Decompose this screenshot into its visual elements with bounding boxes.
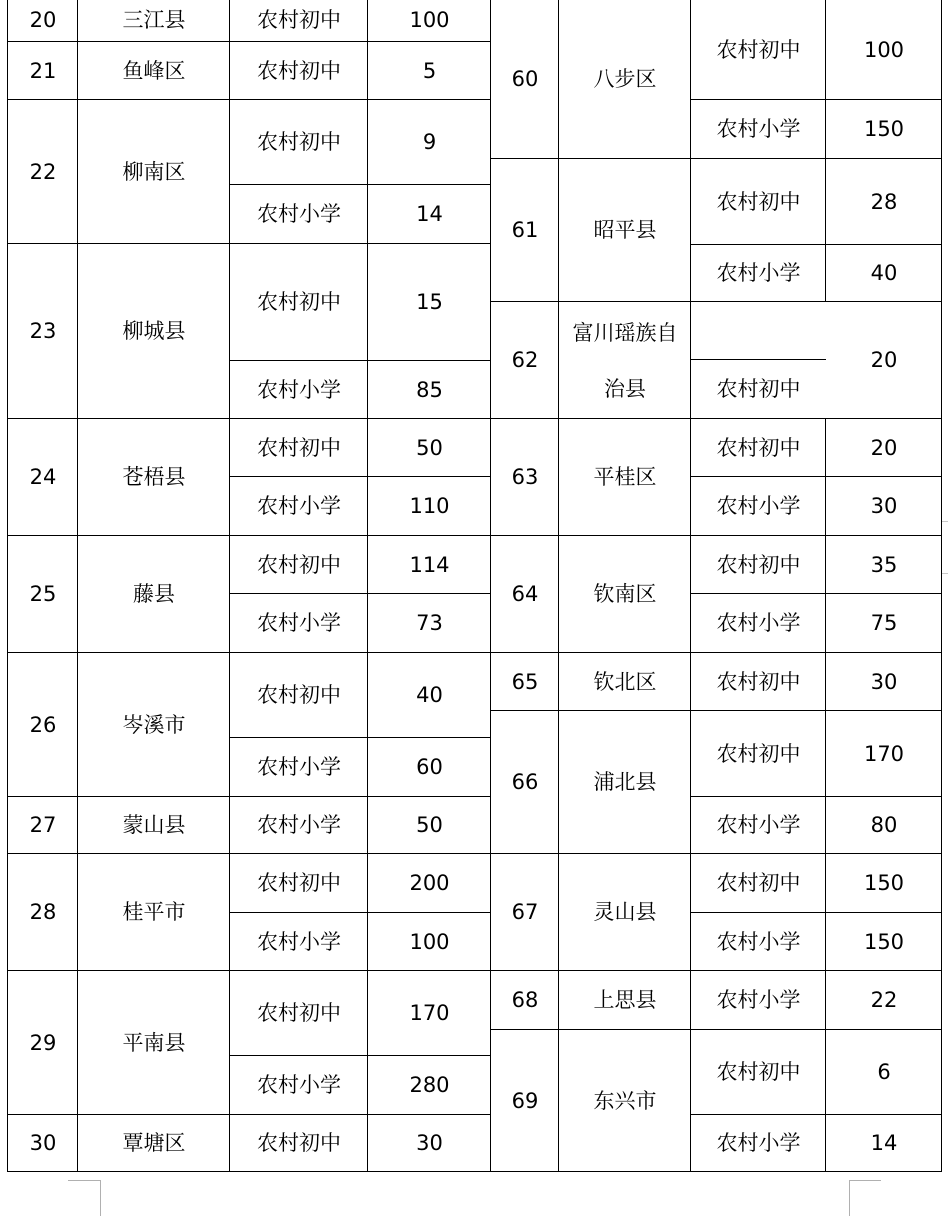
area-name: 八步区 bbox=[593, 67, 657, 91]
grid-line bbox=[690, 593, 942, 594]
school-type: 农村小学 bbox=[716, 813, 801, 837]
count-value: 100 bbox=[409, 8, 450, 32]
grid-line bbox=[7, 1171, 942, 1172]
row-number: 69 bbox=[511, 1088, 539, 1113]
grid-line bbox=[229, 912, 491, 913]
school-type: 农村小学 bbox=[257, 755, 341, 779]
grid-line bbox=[7, 1114, 491, 1115]
margin-corner-mark bbox=[846, 1180, 882, 1216]
area-name: 岑溪市 bbox=[122, 712, 186, 737]
grid-line bbox=[690, 1114, 942, 1115]
area-name: 钦南区 bbox=[593, 582, 657, 606]
row-number: 64 bbox=[511, 582, 539, 606]
count-value: 75 bbox=[870, 611, 898, 635]
area-name: 浦北县 bbox=[593, 770, 657, 794]
area-name: 苍梧县 bbox=[122, 465, 186, 489]
grid-line bbox=[229, 0, 230, 1172]
margin-edge-mark bbox=[942, 573, 948, 574]
grid-line bbox=[77, 0, 78, 1172]
school-type: 农村小学 bbox=[257, 813, 341, 837]
grid-line bbox=[490, 301, 942, 302]
row-number: 23 bbox=[29, 319, 57, 343]
area-name: 柳城县 bbox=[122, 319, 186, 343]
row-number: 20 bbox=[29, 8, 57, 32]
count-value: 20 bbox=[870, 348, 898, 372]
school-type: 农村初中 bbox=[257, 435, 341, 460]
area-name bbox=[559, 302, 691, 419]
count-value: 20 bbox=[870, 435, 898, 460]
grid-line bbox=[690, 476, 942, 477]
area-name: 三江县 bbox=[122, 8, 186, 32]
count-value: 80 bbox=[870, 813, 898, 837]
school-type: 农村初中 bbox=[257, 1131, 341, 1155]
school-type: 农村初中 bbox=[257, 58, 341, 83]
grid-line bbox=[229, 593, 491, 594]
row-number: 24 bbox=[29, 465, 57, 489]
school-type: 农村小学 bbox=[716, 117, 801, 141]
area-name: 蒙山县 bbox=[122, 813, 186, 837]
school-type: 农村小学 bbox=[716, 494, 801, 518]
count-value: 30 bbox=[870, 494, 898, 518]
grid-line bbox=[7, 41, 491, 42]
count-value: 85 bbox=[416, 377, 443, 402]
row-number: 21 bbox=[29, 58, 57, 83]
school-type bbox=[691, 302, 826, 360]
count-value: 280 bbox=[409, 1073, 450, 1097]
row-number: 63 bbox=[511, 465, 539, 489]
grid-line bbox=[229, 184, 491, 185]
grid-line bbox=[690, 0, 691, 1172]
row-number: 67 bbox=[511, 900, 539, 924]
area-name: 桂平市 bbox=[122, 900, 186, 924]
grid-line bbox=[7, 652, 491, 653]
count-value: 114 bbox=[409, 552, 450, 577]
school-type: 农村初中 bbox=[716, 189, 801, 214]
area-name: 灵山县 bbox=[593, 900, 657, 924]
area-name: 钦北区 bbox=[593, 669, 657, 694]
margin-corner-mark bbox=[68, 1180, 104, 1216]
count-value: 40 bbox=[416, 683, 443, 707]
grid-line bbox=[825, 0, 826, 302]
count-value: 50 bbox=[416, 435, 443, 460]
count-value: 200 bbox=[409, 871, 450, 895]
row-number: 60 bbox=[511, 67, 539, 91]
count-value: 100 bbox=[409, 929, 450, 954]
grid-line bbox=[367, 0, 368, 1172]
school-type: 农村初中 bbox=[257, 290, 341, 314]
school-type: 农村小学 bbox=[716, 261, 801, 285]
grid-line bbox=[690, 244, 942, 245]
grid-line bbox=[941, 0, 942, 1172]
school-type: 农村小学 bbox=[716, 1131, 801, 1155]
count-value: 170 bbox=[409, 1001, 450, 1025]
margin-edge-mark bbox=[942, 521, 948, 522]
row-number: 66 bbox=[511, 770, 539, 794]
row-number: 22 bbox=[29, 159, 57, 184]
school-type: 农村初中 bbox=[716, 871, 801, 895]
area-name: 鱼峰区 bbox=[122, 58, 186, 83]
grid-line bbox=[690, 99, 942, 100]
school-type: 农村初中 bbox=[716, 1060, 801, 1084]
school-type: 农村初中 bbox=[716, 377, 801, 401]
grid-line bbox=[7, 99, 491, 100]
count-value: 15 bbox=[416, 290, 443, 314]
school-type: 农村初中 bbox=[257, 552, 341, 577]
count-value: 14 bbox=[870, 1131, 898, 1155]
grid-line bbox=[490, 0, 491, 1172]
school-type: 农村小学 bbox=[716, 611, 801, 635]
school-type: 农村小学 bbox=[257, 202, 341, 226]
grid-line bbox=[7, 853, 491, 854]
area-name: 覃塘区 bbox=[122, 1131, 186, 1155]
count-value: 73 bbox=[416, 611, 443, 635]
count-value: 30 bbox=[870, 669, 898, 694]
grid-line bbox=[690, 912, 942, 913]
area-name: 平南县 bbox=[122, 1030, 186, 1055]
count-value: 35 bbox=[870, 552, 898, 577]
grid-line bbox=[7, 0, 8, 1172]
grid-line bbox=[490, 710, 942, 711]
school-type: 农村初中 bbox=[257, 1001, 341, 1025]
count-value: 150 bbox=[863, 929, 905, 954]
school-type: 农村小学 bbox=[716, 988, 801, 1012]
grid-line bbox=[490, 535, 942, 536]
count-value: 30 bbox=[416, 1131, 443, 1155]
count-value: 9 bbox=[422, 130, 437, 154]
row-number: 26 bbox=[29, 712, 57, 737]
school-type: 农村初中 bbox=[257, 8, 341, 32]
row-number: 62 bbox=[511, 348, 539, 372]
count-value: 110 bbox=[409, 494, 450, 518]
school-type: 农村小学 bbox=[257, 611, 341, 635]
school-type: 农村初中 bbox=[716, 37, 801, 62]
grid-line bbox=[7, 535, 491, 536]
grid-line bbox=[7, 970, 491, 971]
count-value: 60 bbox=[416, 755, 443, 779]
school-type: 农村初中 bbox=[257, 683, 341, 707]
school-type: 农村初中 bbox=[716, 669, 801, 694]
grid-line bbox=[490, 853, 942, 854]
school-type: 农村初中 bbox=[716, 435, 801, 460]
grid-line bbox=[7, 243, 491, 244]
grid-line bbox=[229, 360, 491, 361]
count-value: 50 bbox=[416, 813, 443, 837]
grid-line bbox=[7, 418, 491, 419]
row-number: 28 bbox=[29, 900, 57, 924]
count-value: 100 bbox=[863, 37, 905, 62]
count-value: 40 bbox=[870, 261, 898, 285]
row-number: 30 bbox=[29, 1131, 57, 1155]
row-number: 68 bbox=[511, 988, 539, 1012]
count-value: 150 bbox=[863, 117, 905, 141]
school-type: 农村小学 bbox=[257, 929, 341, 954]
area-name: 东兴市 bbox=[593, 1088, 657, 1113]
row-number: 29 bbox=[29, 1030, 57, 1055]
school-type: 农村小学 bbox=[257, 377, 341, 402]
school-type: 农村小学 bbox=[716, 929, 801, 954]
grid-line bbox=[490, 1029, 942, 1030]
count-value: 14 bbox=[416, 202, 443, 226]
area-name-line-1: 富川瑶族自 bbox=[572, 320, 678, 345]
grid-line bbox=[690, 359, 826, 360]
grid-line bbox=[558, 0, 559, 1172]
grid-line bbox=[229, 1055, 491, 1056]
grid-line bbox=[490, 158, 942, 159]
row-number: 65 bbox=[511, 669, 539, 694]
count-value: 150 bbox=[863, 871, 905, 895]
count-value: 5 bbox=[422, 58, 437, 83]
area-name: 藤县 bbox=[133, 582, 175, 606]
school-type: 农村初中 bbox=[716, 741, 801, 766]
area-name: 柳南区 bbox=[122, 159, 186, 184]
grid-line bbox=[7, 796, 491, 797]
area-name: 平桂区 bbox=[593, 465, 657, 489]
count-value: 170 bbox=[863, 741, 905, 766]
area-name: 上思县 bbox=[593, 988, 657, 1012]
grid-line bbox=[490, 652, 942, 653]
row-number: 25 bbox=[29, 582, 57, 606]
grid-line bbox=[229, 737, 491, 738]
school-type: 农村小学 bbox=[257, 1073, 341, 1097]
school-type: 农村初中 bbox=[257, 130, 341, 154]
count-value: 6 bbox=[877, 1060, 891, 1084]
area-name: 昭平县 bbox=[593, 218, 657, 242]
row-number: 61 bbox=[511, 218, 539, 242]
grid-line bbox=[490, 418, 942, 419]
school-type: 农村初中 bbox=[257, 871, 341, 895]
count-value: 22 bbox=[870, 988, 898, 1012]
area-name-line-2: 治县 bbox=[604, 376, 646, 401]
grid-line bbox=[490, 970, 942, 971]
school-type: 农村小学 bbox=[257, 494, 341, 518]
grid-line bbox=[229, 476, 491, 477]
school-type: 农村初中 bbox=[716, 552, 801, 577]
count-value: 28 bbox=[870, 189, 898, 214]
row-number: 27 bbox=[29, 813, 57, 837]
grid-line bbox=[690, 796, 942, 797]
